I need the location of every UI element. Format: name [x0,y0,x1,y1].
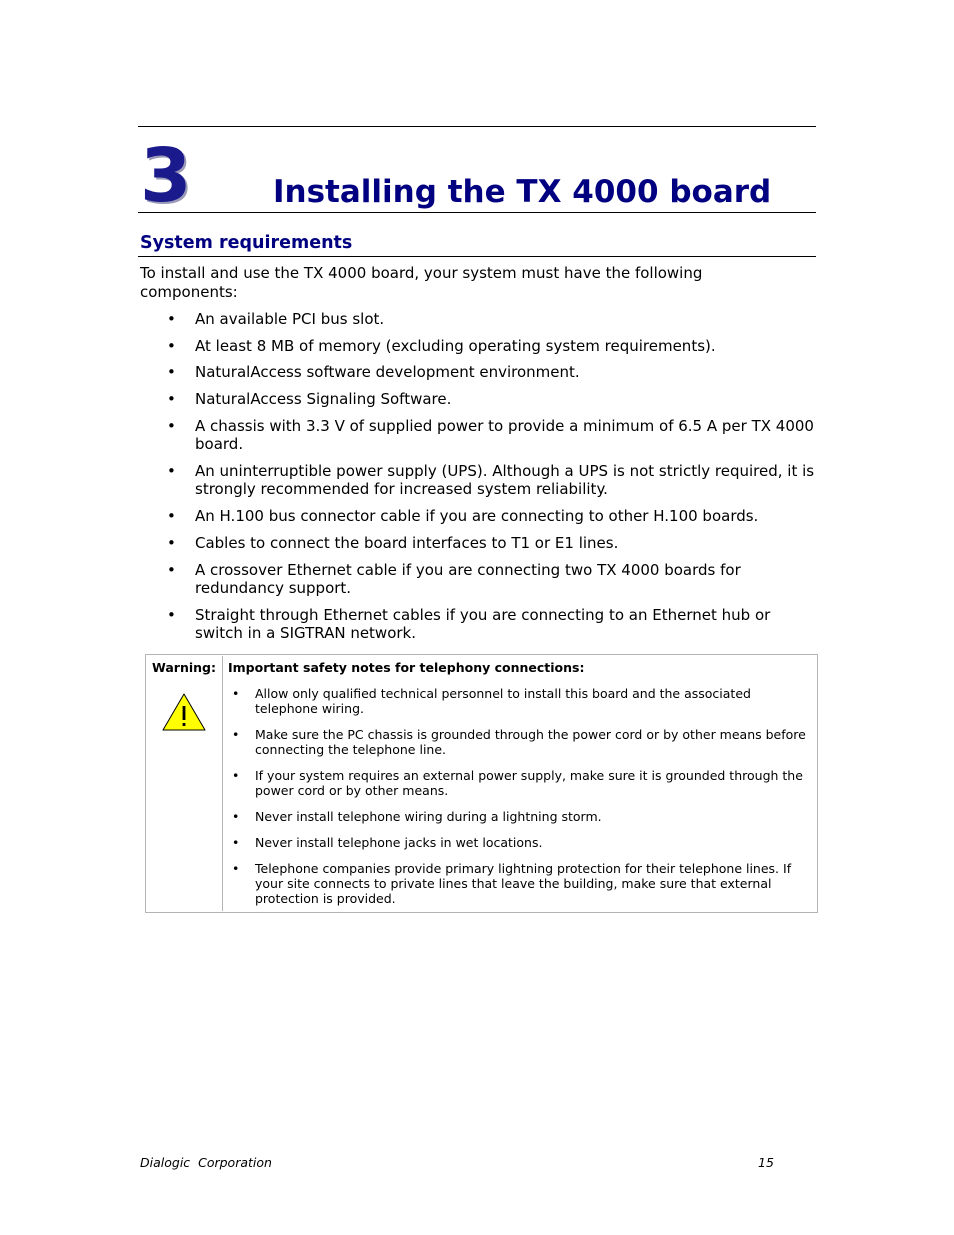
bullet: • [232,809,240,824]
bullet: • [232,686,240,701]
list-item-text: Cables to connect the board interfaces to T1 or E1 lines. [195,533,619,552]
footer-page-number: 15 [758,1155,774,1170]
safety-heading: Important safety notes for telephony connections: [228,660,585,675]
bullet: • [232,768,240,783]
bullet: • [232,861,240,876]
bullet: • [167,363,176,382]
list-item-text: An uninterruptible power supply (UPS). Although a UPS is not strictly required, it is strongly recommended for increased system reliability. [195,461,815,499]
list-item-text: NaturalAccess Signaling Software. [195,390,452,409]
list-item [140,310,820,329]
bullet: • [232,727,240,742]
list-item [140,363,820,382]
chapter-title: Installing the TX 4000 board [273,174,772,210]
bullet: • [167,507,176,526]
bullet: • [167,533,176,552]
list-item [140,417,820,454]
safety-notes-list [228,686,814,917]
list-item [228,727,814,757]
list-item-text: Allow only qualified technical personnel to install this board and the associated telephone wiring. [255,686,751,716]
section-rule [138,256,816,257]
warning-label: Warning: [152,660,216,675]
intro-paragraph: To install and use the TX 4000 board, your system must have the following components: [140,264,703,301]
list-item [140,534,820,553]
list-item-text: A chassis with 3.3 V of supplied power to provide a minimum of 6.5 A per TX 4000 board. [195,416,814,454]
list-item [228,768,814,798]
list-item [228,686,814,716]
top-rule [138,126,816,127]
exclamation-bar [183,706,186,720]
bullet: • [167,310,176,328]
list-item-text: NaturalAccess software development environment. [195,363,580,382]
list-item-text: Make sure the PC chassis is grounded through the power cord or by other means before connecting the telephone line. [255,727,806,757]
bullet: • [167,390,176,409]
list-item [228,861,814,906]
title-rule [138,212,816,213]
list-item-text: Telephone companies provide primary lightning protection for their telephone lines. If your site connects to private lines that leave the building, make sure that external protection is provided. [255,861,792,906]
bullet: • [167,461,176,480]
bullet: • [232,835,240,850]
bullet: • [167,560,176,579]
bullet: • [167,605,176,624]
list-item [140,507,820,526]
list-item-text: Straight through Ethernet cables if you are connecting to an Ethernet hub or switch in a SIGTRAN network. [195,605,771,643]
list-item-text: A crossover Ethernet cable if you are connecting two TX 4000 boards for redundancy support. [195,560,741,597]
requirements-list [140,310,820,651]
exclamation-dot [183,723,186,726]
bullet: • [167,416,176,435]
list-item [228,809,814,824]
bullet: • [167,336,176,355]
list-item [140,462,820,499]
list-item-text: An H.100 bus connector cable if you are connecting to other H.100 boards. [195,507,759,526]
footer-company: Dialogic Corporation [140,1155,272,1170]
list-item [140,561,820,598]
list-item-text: Never install telephone jacks in wet locations. [255,835,543,850]
warning-triangle-icon [161,692,207,732]
list-item [228,835,814,850]
chapter-number: 3 [140,133,190,219]
list-item [140,337,820,356]
list-item-text: If your system requires an external power supply, make sure it is grounded through the power cord or by other means. [255,768,803,798]
section-heading: System requirements [140,233,353,253]
list-item-text: At least 8 MB of memory (excluding operating system requirements). [195,336,716,355]
list-item-text: An available PCI bus slot. [195,310,385,328]
list-item [140,390,820,409]
warning-divider [222,656,223,911]
list-item-text: Never install telephone wiring during a lightning storm. [255,809,602,824]
list-item [140,606,820,643]
